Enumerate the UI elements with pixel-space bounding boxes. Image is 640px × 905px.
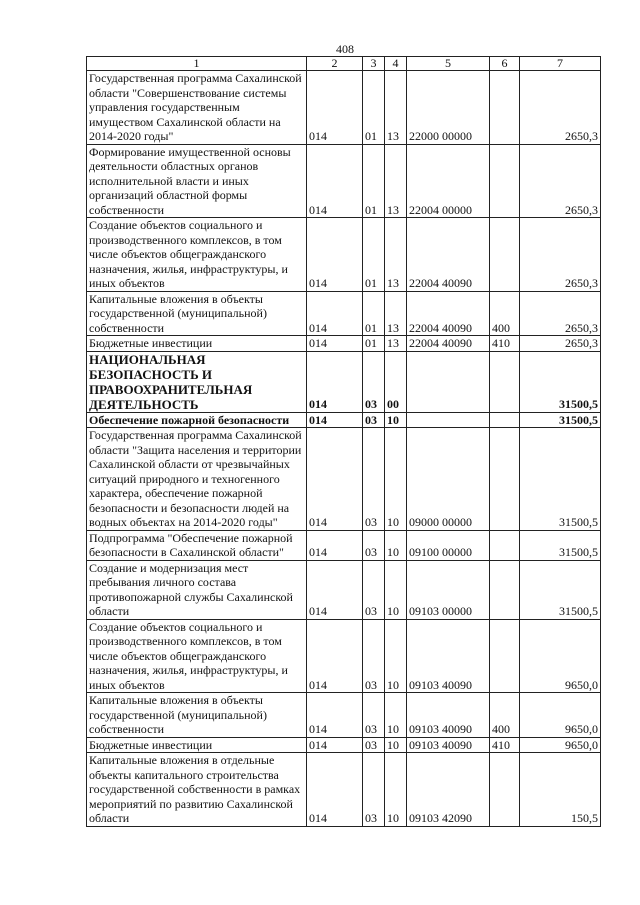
row-section-code: 01 [363, 144, 385, 218]
row-name: Создание объектов социального и производственного комплексов, в том числе объектов общегражданского назначения, жилья, инфраструктуры, и иных объектов [87, 218, 307, 292]
row-ministry-code: 014 [307, 693, 363, 738]
row-subsection-code: 13 [385, 291, 407, 336]
column-header-section: 3 [363, 57, 385, 71]
row-expense-type: 400 [490, 291, 520, 336]
row-section-code: 01 [363, 71, 385, 145]
row-amount: 31500,5 [520, 530, 601, 560]
row-ministry-code: 014 [307, 428, 363, 531]
row-expense-type [490, 560, 520, 619]
row-name: Бюджетные инвестиции [87, 737, 307, 753]
row-ministry-code: 014 [307, 560, 363, 619]
column-header-ministry: 2 [307, 57, 363, 71]
table-row [87, 693, 601, 738]
row-ministry-code: 014 [307, 737, 363, 753]
row-section-code: 01 [363, 291, 385, 336]
row-name: Государственная программа Сахалинской области "Совершенствование системы управления государственным имуществом Сахалинской области на 2014-2020 годы" [87, 71, 307, 145]
column-header-name: 1 [87, 57, 307, 71]
row-ministry-code: 014 [307, 144, 363, 218]
row-amount: 2650,3 [520, 291, 601, 336]
row-name: Капитальные вложения в объекты государственной (муниципальной) собственности [87, 693, 307, 738]
page-number: 408 [336, 42, 354, 56]
row-section-code: 03 [363, 428, 385, 531]
row-target-article: 09103 42090 [407, 753, 490, 827]
row-amount: 150,5 [520, 753, 601, 827]
row-name: НАЦИОНАЛЬНАЯ БЕЗОПАСНОСТЬ И ПРАВООХРАНИТЕЛЬНАЯ ДЕЯТЕЛЬНОСТЬ [87, 351, 307, 412]
row-subsection-code: 10 [385, 560, 407, 619]
row-expense-type [490, 619, 520, 693]
row-amount: 2650,3 [520, 218, 601, 292]
row-section-code: 03 [363, 619, 385, 693]
row-target-article: 22004 00000 [407, 144, 490, 218]
row-subsection-code: 10 [385, 619, 407, 693]
row-name: Государственная программа Сахалинской области "Защита населения и территории Сахалинской области от чрезвычайных ситуаций природного и техногенного характера, обеспечение пожарной безопасности и безопасности людей на водных объектах на 2014-2020 годы" [87, 428, 307, 531]
row-subsection-code: 13 [385, 144, 407, 218]
row-subsection-code: 10 [385, 412, 407, 428]
row-section-code: 03 [363, 412, 385, 428]
row-ministry-code: 014 [307, 530, 363, 560]
table-row [87, 412, 601, 428]
row-amount: 2650,3 [520, 336, 601, 352]
row-section-code: 03 [363, 693, 385, 738]
table-row [87, 737, 601, 753]
row-target-article: 22004 40090 [407, 291, 490, 336]
row-expense-type [490, 218, 520, 292]
row-name: Создание и модернизация мест пребывания личного состава противопожарной службы Сахалинской области [87, 560, 307, 619]
row-name: Бюджетные инвестиции [87, 336, 307, 352]
budget-table [86, 56, 601, 827]
row-ministry-code: 014 [307, 218, 363, 292]
row-amount: 31500,5 [520, 351, 601, 412]
row-name: Капитальные вложения в объекты государственной (муниципальной) собственности [87, 291, 307, 336]
row-expense-type [490, 428, 520, 531]
row-section-code: 01 [363, 336, 385, 352]
row-name: Формирование имущественной основы деятельности областных органов исполнительной власти и иных организаций областной формы собственности [87, 144, 307, 218]
table-row [87, 619, 601, 693]
table-row [87, 71, 601, 145]
row-subsection-code: 10 [385, 428, 407, 531]
row-subsection-code: 10 [385, 693, 407, 738]
row-target-article: 09103 40090 [407, 619, 490, 693]
row-expense-type [490, 144, 520, 218]
row-ministry-code: 014 [307, 351, 363, 412]
column-header-subsection: 4 [385, 57, 407, 71]
row-name: Подпрограмма "Обеспечение пожарной безопасности в Сахалинской области" [87, 530, 307, 560]
row-ministry-code: 014 [307, 291, 363, 336]
budget-table-body [87, 71, 601, 827]
row-subsection-code: 13 [385, 336, 407, 352]
row-amount: 9650,0 [520, 737, 601, 753]
column-header-expense-type: 6 [490, 57, 520, 71]
row-target-article: 22000 00000 [407, 71, 490, 145]
row-expense-type [490, 71, 520, 145]
row-amount: 9650,0 [520, 693, 601, 738]
row-target-article [407, 412, 490, 428]
row-expense-type [490, 412, 520, 428]
row-ministry-code: 014 [307, 619, 363, 693]
row-target-article: 09103 00000 [407, 560, 490, 619]
table-row [87, 336, 601, 352]
table-row [87, 753, 601, 827]
row-section-code: 03 [363, 351, 385, 412]
table-row [87, 530, 601, 560]
row-subsection-code: 10 [385, 530, 407, 560]
table-row [87, 144, 601, 218]
row-subsection-code: 13 [385, 71, 407, 145]
row-target-article: 09103 40090 [407, 693, 490, 738]
row-amount: 31500,5 [520, 428, 601, 531]
table-row [87, 291, 601, 336]
row-target-article: 22004 40090 [407, 336, 490, 352]
row-expense-type [490, 351, 520, 412]
row-ministry-code: 014 [307, 412, 363, 428]
row-expense-type: 400 [490, 693, 520, 738]
table-row [87, 218, 601, 292]
row-ministry-code: 014 [307, 753, 363, 827]
row-expense-type: 410 [490, 336, 520, 352]
row-ministry-code: 014 [307, 71, 363, 145]
row-amount: 31500,5 [520, 560, 601, 619]
table-row [87, 560, 601, 619]
row-section-code: 03 [363, 753, 385, 827]
table-row [87, 351, 601, 412]
row-expense-type: 410 [490, 737, 520, 753]
row-target-article: 09103 40090 [407, 737, 490, 753]
column-number-row [87, 57, 601, 71]
row-target-article: 09100 00000 [407, 530, 490, 560]
table-row [87, 428, 601, 531]
row-amount: 9650,0 [520, 619, 601, 693]
row-amount: 31500,5 [520, 412, 601, 428]
row-subsection-code: 10 [385, 737, 407, 753]
row-subsection-code: 00 [385, 351, 407, 412]
row-name: Создание объектов социального и производственного комплексов, в том числе объектов общегражданского назначения, жилья, инфраструктуры, и иных объектов [87, 619, 307, 693]
column-header-target: 5 [407, 57, 490, 71]
row-section-code: 01 [363, 218, 385, 292]
row-name: Капитальные вложения в отдельные объекты капитального строительства государственной собственности в рамках мероприятий по развитию Сахалинской области [87, 753, 307, 827]
row-subsection-code: 13 [385, 218, 407, 292]
row-section-code: 03 [363, 560, 385, 619]
column-header-amount: 7 [520, 57, 601, 71]
row-amount: 2650,3 [520, 71, 601, 145]
row-subsection-code: 10 [385, 753, 407, 827]
row-target-article [407, 351, 490, 412]
row-section-code: 03 [363, 530, 385, 560]
row-target-article: 22004 40090 [407, 218, 490, 292]
row-amount: 2650,3 [520, 144, 601, 218]
row-target-article: 09000 00000 [407, 428, 490, 531]
row-expense-type [490, 753, 520, 827]
row-section-code: 03 [363, 737, 385, 753]
row-ministry-code: 014 [307, 336, 363, 352]
row-expense-type [490, 530, 520, 560]
row-name: Обеспечение пожарной безопасности [87, 412, 307, 428]
